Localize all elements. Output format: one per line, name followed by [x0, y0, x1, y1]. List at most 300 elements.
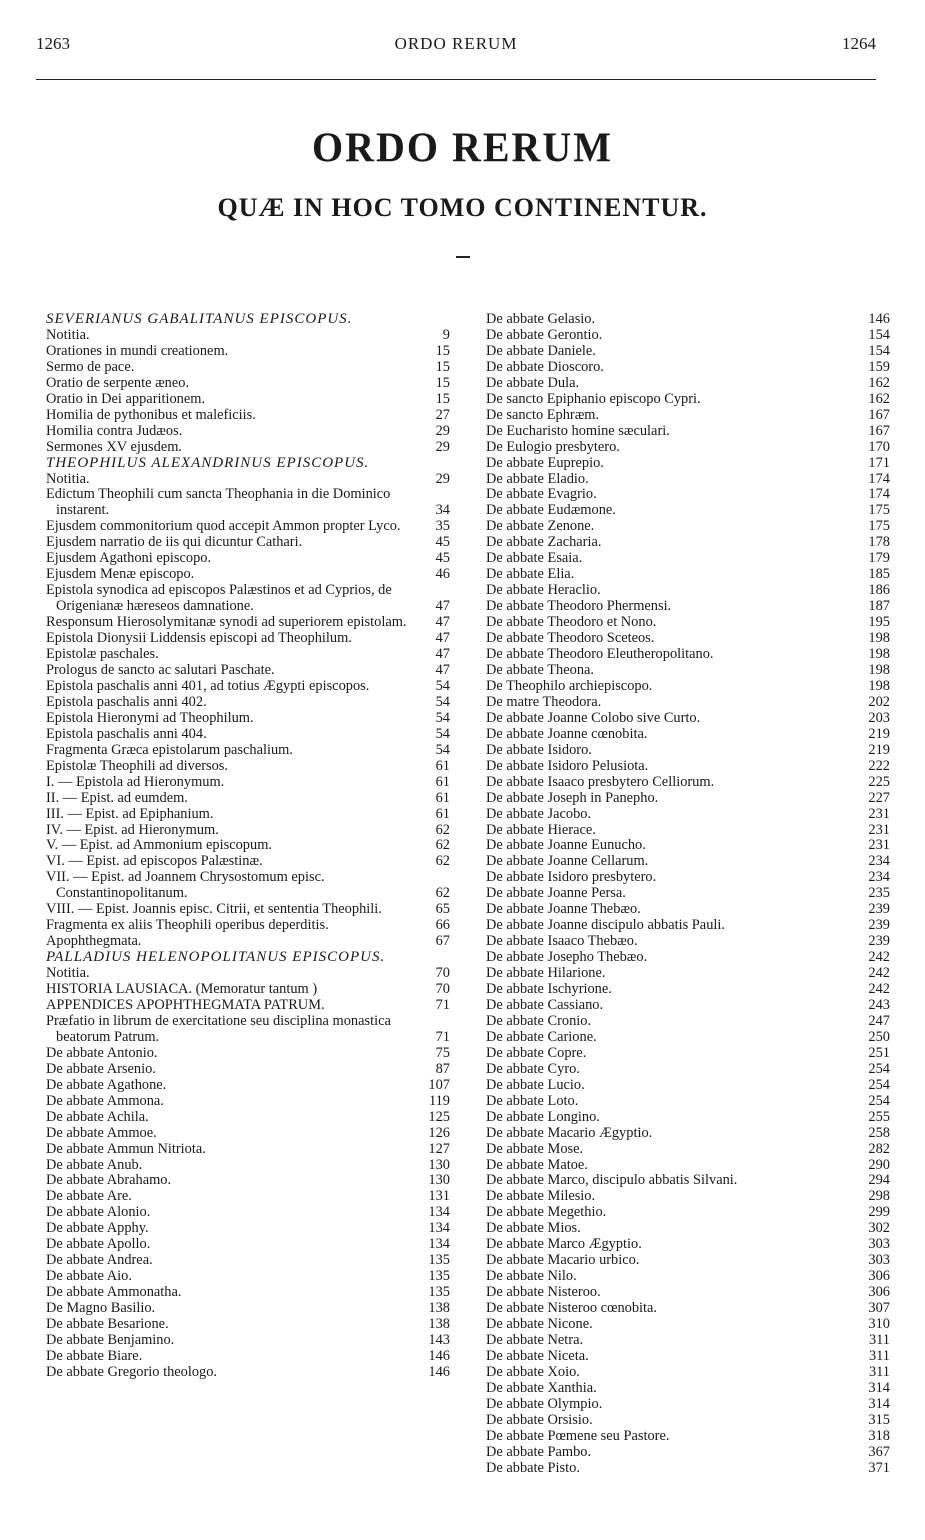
- entry-page-number: 254: [868, 1076, 890, 1093]
- contents-entry: [46, 663, 450, 679]
- entry-page-number: 251: [868, 1044, 890, 1061]
- entry-title: De abbate Alonio.: [46, 1204, 151, 1221]
- entry-title: Oratio de serpente æneo.: [46, 374, 190, 391]
- entry-page-number: 185: [868, 566, 890, 583]
- entry-title: Prologus de sancto ac salutari Paschate.: [46, 661, 275, 678]
- entry-page-number: 29: [435, 422, 450, 439]
- entry-page-number: 130: [428, 1156, 450, 1173]
- contents-entry: [46, 791, 450, 807]
- entry-title: De abbate Aio.: [46, 1268, 132, 1285]
- entry-page-number: 107: [428, 1076, 450, 1093]
- contents-entry: [486, 1126, 890, 1142]
- entry-title: Præfatio in librum de exercitatione seu disciplina monastica beatorum Patrum.: [46, 1012, 391, 1045]
- entry-page-number: 227: [868, 789, 890, 806]
- entry-title: De abbate Longino.: [486, 1108, 600, 1125]
- entry-page-number: 29: [435, 438, 450, 455]
- entry-page-number: 198: [868, 661, 890, 678]
- entry-page-number: 134: [428, 1220, 450, 1237]
- contents-entry: [486, 424, 890, 440]
- entry-title: De abbate Gregorio theologo.: [46, 1363, 218, 1380]
- entry-title: De abbate Isaaco presbytero Celliorum.: [486, 773, 715, 790]
- contents-entry: [486, 1094, 890, 1110]
- entry-title: De abbate Josepho Thebæo.: [486, 949, 648, 966]
- contents-entry: [486, 1397, 890, 1413]
- entry-page-number: 202: [868, 693, 890, 710]
- contents-entry: [486, 408, 890, 424]
- entry-title: De abbate Megethio.: [486, 1204, 607, 1221]
- entry-page-number: 174: [868, 470, 890, 487]
- entry-page-number: 62: [435, 837, 450, 854]
- contents-entry: [46, 472, 450, 488]
- entry-page-number: 294: [868, 1172, 890, 1189]
- entry-title: De abbate Biare.: [46, 1347, 143, 1364]
- contents-entry: [486, 727, 890, 743]
- contents-entry: [486, 1429, 890, 1445]
- entry-page-number: 47: [435, 630, 450, 647]
- entry-title: De abbate Macario urbico.: [486, 1252, 640, 1269]
- entry-page-number: 367: [868, 1443, 890, 1460]
- contents-entry: [46, 1110, 450, 1126]
- contents-entry: [486, 1349, 890, 1365]
- contents-entry: [486, 440, 890, 456]
- entry-title: De abbate Arsenio.: [46, 1060, 156, 1077]
- entry-page-number: 126: [428, 1124, 450, 1141]
- running-title: ORDO RERUM: [394, 34, 518, 53]
- entry-page-number: 242: [868, 981, 890, 998]
- contents-entry: [486, 376, 890, 392]
- entry-title: Homilia contra Judæos.: [46, 422, 183, 439]
- entry-title: De abbate Olympio.: [486, 1395, 603, 1412]
- entry-page-number: 371: [868, 1459, 890, 1476]
- entry-page-number: 290: [868, 1156, 890, 1173]
- entry-page-number: 75: [435, 1044, 450, 1061]
- contents-entry: [486, 1381, 890, 1397]
- entry-title: De abbate Joanne discipulo abbatis Pauli.: [486, 917, 725, 934]
- contents-entry: [46, 440, 450, 456]
- entry-page-number: 254: [868, 1092, 890, 1109]
- contents-entry: [486, 503, 890, 519]
- entry-page-number: 45: [435, 550, 450, 567]
- entry-title: De abbate Agathone.: [46, 1076, 167, 1093]
- contents-entry: [486, 1285, 890, 1301]
- contents-entry: [46, 727, 450, 743]
- contents-entry: [46, 535, 450, 551]
- contents-entry: [486, 615, 890, 631]
- entry-title: Epistola Hieronymi ad Theophilum.: [46, 709, 254, 726]
- entry-title: De abbate Niceta.: [486, 1347, 589, 1364]
- entry-title: De abbate Isaaco Thebæo.: [486, 933, 638, 950]
- contents-entry: [486, 1142, 890, 1158]
- entry-title: De abbate Dula.: [486, 374, 580, 391]
- entry-page-number: 71: [435, 1028, 450, 1045]
- entry-page-number: 171: [868, 454, 890, 471]
- entry-page-number: 29: [435, 470, 450, 487]
- entry-page-number: 27: [435, 406, 450, 423]
- entry-page-number: 62: [435, 885, 450, 902]
- contents-entry: [486, 1333, 890, 1349]
- entry-title: De abbate Netra.: [486, 1332, 584, 1348]
- contents-entry: [46, 519, 450, 535]
- contents-entry: [486, 392, 890, 408]
- contents-entry: [486, 1205, 890, 1221]
- entry-title: Notitia.: [46, 326, 90, 343]
- contents-entry: [486, 328, 890, 344]
- contents-entry: [486, 647, 890, 663]
- entry-title: De abbate Euprepio.: [486, 454, 604, 471]
- contents-entry: [46, 615, 450, 631]
- entry-page-number: 47: [435, 646, 450, 663]
- entry-title: De abbate Theodoro Sceteos.: [486, 630, 655, 647]
- entry-title: HISTORIA LAUSIACA. (Memoratur tantum ): [46, 981, 318, 998]
- entry-title: De Theophilo archiepiscopo.: [486, 677, 653, 694]
- contents-entry: [486, 535, 890, 551]
- entry-page-number: 314: [868, 1379, 890, 1396]
- entry-page-number: 307: [868, 1300, 890, 1317]
- contents-entry: [486, 902, 890, 918]
- entry-title: Oratio in Dei apparitionem.: [46, 390, 206, 407]
- contents-entry: [46, 998, 450, 1014]
- entry-title: De abbate Ammona.: [46, 1092, 164, 1109]
- entry-page-number: 306: [868, 1284, 890, 1301]
- entry-page-number: 87: [435, 1060, 450, 1077]
- entry-page-number: 131: [428, 1188, 450, 1205]
- contents-entry: [486, 1461, 890, 1477]
- entry-page-number: 186: [868, 582, 890, 599]
- entry-title: De abbate Theona.: [486, 661, 595, 678]
- entry-page-number: 134: [428, 1236, 450, 1253]
- entry-title: De abbate Joanne Eunucho.: [486, 837, 646, 854]
- contents-entry: [46, 1126, 450, 1142]
- entry-page-number: 231: [868, 805, 890, 822]
- contents-entry: [486, 823, 890, 839]
- entry-page-number: 225: [868, 773, 890, 790]
- contents-entry: [486, 1269, 890, 1285]
- contents-entry: [46, 838, 450, 854]
- entry-page-number: 178: [868, 534, 890, 551]
- entry-title: Ejusdem narratio de iis qui dicuntur Cathari.: [46, 534, 303, 551]
- contents-entry: [46, 902, 450, 918]
- entry-page-number: 175: [868, 502, 890, 519]
- contents-entry: [486, 791, 890, 807]
- contents-entry: [486, 519, 890, 535]
- entry-page-number: 311: [868, 1332, 890, 1348]
- contents-entry: [486, 1046, 890, 1062]
- entry-page-number: 146: [868, 311, 890, 327]
- entry-page-number: 66: [435, 917, 450, 934]
- entry-page-number: 179: [868, 550, 890, 567]
- entry-page-number: 146: [428, 1347, 450, 1364]
- entry-page-number: 54: [435, 725, 450, 742]
- contents-entry: [486, 1173, 890, 1189]
- contents-entry: [46, 1062, 450, 1078]
- entry-title: De abbate Are.: [46, 1188, 132, 1205]
- entry-page-number: 174: [868, 486, 890, 503]
- entry-page-number: 234: [868, 869, 890, 886]
- contents-entry: [486, 1301, 890, 1317]
- contents-entry: [46, 743, 450, 759]
- section-heading: [46, 312, 450, 328]
- entry-page-number: 35: [435, 518, 450, 535]
- entry-title: APPENDICES APOPHTHEGMATA PATRUM.: [46, 996, 325, 1013]
- entry-title: De abbate Xanthia.: [486, 1379, 597, 1396]
- entry-title: Notitia.: [46, 470, 90, 487]
- section-heading: [46, 950, 450, 966]
- entry-title: De abbate Hilarione.: [486, 965, 606, 982]
- entry-page-number: 299: [868, 1204, 890, 1221]
- entry-page-number: 235: [868, 885, 890, 902]
- entry-title: De abbate Isidoro.: [486, 741, 592, 758]
- entry-title: De abbate Isidoro presbytero.: [486, 869, 657, 886]
- entry-title: De abbate Zenone.: [486, 518, 595, 535]
- contents-entry: [46, 1253, 450, 1269]
- contents-entry: [46, 567, 450, 583]
- contents-entry: [46, 1046, 450, 1062]
- entry-title: De abbate Besarione.: [46, 1316, 169, 1333]
- entry-page-number: 138: [428, 1316, 450, 1333]
- entry-page-number: 198: [868, 630, 890, 647]
- entry-title: De abbate Apollo.: [46, 1236, 151, 1253]
- contents-entry: [486, 344, 890, 360]
- entry-title: Apophthegmata.: [46, 933, 142, 950]
- entry-title: Epistolæ paschales.: [46, 646, 159, 663]
- entry-title: De abbate Pœmene seu Pastore.: [486, 1427, 670, 1444]
- entry-page-number: 15: [435, 358, 450, 375]
- entry-title: IV. — Epist. ad Hieronymum.: [46, 821, 219, 838]
- contents-entry: [46, 408, 450, 424]
- contents-entry: [486, 312, 890, 328]
- entry-page-number: 70: [435, 981, 450, 998]
- contents-entry: [486, 663, 890, 679]
- entry-title: De abbate Heraclio.: [486, 582, 601, 599]
- entry-title: De abbate Abrahamo.: [46, 1172, 172, 1189]
- contents-entry: [486, 886, 890, 902]
- entry-title: Epistola Dionysii Liddensis episcopi ad Theophilum.: [46, 630, 352, 647]
- entry-title: De matre Theodora.: [486, 693, 602, 710]
- entry-title: Responsum Hierosolymitanæ synodi ad superiorem epistolam.: [46, 614, 407, 631]
- entry-page-number: 187: [868, 598, 890, 615]
- contents-entry: [46, 1317, 450, 1333]
- contents-entry: [46, 392, 450, 408]
- entry-page-number: 134: [428, 1204, 450, 1221]
- contents-entry: [486, 1078, 890, 1094]
- contents-entry: [46, 918, 450, 934]
- page-subtitle: QUÆ IN HOC TOMO CONTINENTUR.: [217, 193, 708, 222]
- page-title: ORDO RERUM: [311, 123, 614, 172]
- entry-title: De abbate Marco, discipulo abbatis Silvani.: [486, 1172, 738, 1189]
- entry-page-number: 234: [868, 853, 890, 870]
- contents-entry: [486, 998, 890, 1014]
- contents-entry: [486, 567, 890, 583]
- contents-entry: [46, 344, 450, 360]
- entry-title: Epistola synodica ad episcopos Palæstinos et ad Cyprios, de Origenianæ hæreseos damnatione.: [46, 582, 392, 615]
- entry-title: De abbate Carione.: [486, 1028, 597, 1045]
- entry-title: Epistolæ Theophili ad diversos.: [46, 757, 229, 774]
- entry-page-number: 47: [435, 614, 450, 631]
- entry-page-number: 203: [868, 709, 890, 726]
- entry-page-number: 47: [435, 661, 450, 678]
- contents-entry: [486, 966, 890, 982]
- entry-title: Notitia.: [46, 965, 90, 982]
- entry-page-number: 119: [428, 1092, 450, 1109]
- contents-entry: [486, 711, 890, 727]
- entry-page-number: 167: [868, 406, 890, 423]
- entry-title: De Eulogio presbytero.: [486, 438, 620, 455]
- entry-page-number: 242: [868, 949, 890, 966]
- entry-title: De abbate Jacobo.: [486, 805, 592, 822]
- entry-page-number: 255: [868, 1108, 890, 1125]
- entry-title: De abbate Achila.: [46, 1108, 149, 1125]
- contents-entry: [486, 599, 890, 615]
- entry-title: Ejusdem Agathoni episcopo.: [46, 550, 212, 567]
- entry-title: Ejusdem commonitorium quod accepit Ammon propter Lyco.: [46, 518, 401, 535]
- entry-page-number: 15: [435, 390, 450, 407]
- entry-title: De abbate Cronio.: [486, 1012, 592, 1029]
- entry-title: De abbate Theodoro Eleutheropolitano.: [486, 646, 714, 663]
- contents-entry: [46, 1014, 450, 1046]
- contents-entry: [46, 1365, 450, 1381]
- contents-entry: [46, 1158, 450, 1174]
- contents-entry: [46, 631, 450, 647]
- entry-title: De abbate Nicone.: [486, 1316, 593, 1333]
- running-header: [36, 34, 876, 58]
- entry-page-number: 62: [435, 853, 450, 870]
- contents-entry: [486, 1189, 890, 1205]
- entry-title: De abbate Eladio.: [486, 470, 589, 487]
- entry-page-number: 65: [435, 901, 450, 918]
- entry-page-number: 143: [428, 1332, 450, 1348]
- contents-entry: [46, 376, 450, 392]
- entry-title: De abbate Xoio.: [486, 1363, 580, 1380]
- entry-title: III. — Epist. ad Epiphanium.: [46, 805, 214, 822]
- contents-entry: [46, 1173, 450, 1189]
- entry-page-number: 67: [435, 933, 450, 950]
- entry-page-number: 198: [868, 677, 890, 694]
- contents-entry: [46, 679, 450, 695]
- entry-title: De abbate Pambo.: [486, 1443, 592, 1460]
- contents-entry: [486, 838, 890, 854]
- contents-entry: [46, 1237, 450, 1253]
- entry-page-number: 54: [435, 709, 450, 726]
- entry-page-number: 70: [435, 965, 450, 982]
- entry-page-number: 170: [868, 438, 890, 455]
- entry-page-number: 54: [435, 693, 450, 710]
- entry-title: De abbate Loto.: [486, 1092, 579, 1109]
- contents-entry: [46, 1094, 450, 1110]
- entry-page-number: 62: [435, 821, 450, 838]
- entry-page-number: 282: [868, 1140, 890, 1157]
- contents-entry: [46, 360, 450, 376]
- entry-page-number: 219: [868, 725, 890, 742]
- entry-page-number: 242: [868, 965, 890, 982]
- section-heading-text: SEVERIANUS GABALITANUS EPISCOPUS.: [46, 311, 353, 327]
- entry-page-number: 45: [435, 534, 450, 551]
- entry-title: De abbate Isidoro Pelusiota.: [486, 757, 649, 774]
- entry-page-number: 167: [868, 422, 890, 439]
- entry-page-number: 162: [868, 390, 890, 407]
- contents-entry: [46, 934, 450, 950]
- entry-title: De abbate Elia.: [486, 566, 575, 583]
- entry-page-number: 250: [868, 1028, 890, 1045]
- entry-title: De abbate Orsisio.: [486, 1411, 593, 1428]
- entry-title: De abbate Matoe.: [486, 1156, 588, 1173]
- contents-column-left: [46, 312, 450, 1381]
- header-rule: [36, 79, 876, 80]
- entry-title: De abbate Joanne Persa.: [486, 885, 626, 902]
- contents-entry: [486, 1030, 890, 1046]
- entry-title: De abbate Cassiano.: [486, 996, 604, 1013]
- section-heading-text: THEOPHILUS ALEXANDRINUS EPISCOPUS.: [46, 454, 370, 471]
- entry-title: De abbate Marco Ægyptio.: [486, 1236, 642, 1253]
- entry-title: Ejusdem Menæ episcopo.: [46, 566, 195, 583]
- entry-page-number: 130: [428, 1172, 450, 1189]
- contents-entry: [46, 695, 450, 711]
- entry-title: De abbate Copre.: [486, 1044, 587, 1061]
- entry-page-number: 239: [868, 917, 890, 934]
- entry-page-number: 303: [868, 1236, 890, 1253]
- entry-page-number: 231: [868, 837, 890, 854]
- contents-entry: [486, 743, 890, 759]
- contents-entry: [486, 1237, 890, 1253]
- entry-page-number: 154: [868, 326, 890, 343]
- entry-title: De abbate Macario Ægyptio.: [486, 1124, 653, 1141]
- contents-entry: [486, 775, 890, 791]
- entry-page-number: 54: [435, 741, 450, 758]
- entry-page-number: 15: [435, 374, 450, 391]
- entry-title: De abbate Theodoro Phermensi.: [486, 598, 672, 615]
- entry-title: Sermo de pace.: [46, 358, 135, 375]
- entry-page-number: 247: [868, 1012, 890, 1029]
- entry-title: De abbate Apphy.: [46, 1220, 149, 1237]
- entry-title: De abbate Dioscoro.: [486, 358, 604, 375]
- contents-entry: [46, 854, 450, 870]
- entry-page-number: 311: [868, 1363, 890, 1380]
- entry-page-number: 135: [428, 1252, 450, 1269]
- contents-entry: [486, 631, 890, 647]
- contents-entry: [486, 982, 890, 998]
- contents-entry: [486, 918, 890, 934]
- entry-page-number: 146: [428, 1363, 450, 1380]
- entry-title: De abbate Evagrio.: [486, 486, 597, 503]
- entry-page-number: 162: [868, 374, 890, 391]
- contents-entry: [486, 1110, 890, 1126]
- entry-title: Homilia de pythonibus et maleficiis.: [46, 406, 256, 423]
- entry-page-number: 318: [868, 1427, 890, 1444]
- page-number-right: 1264: [842, 34, 876, 53]
- contents-entry: [46, 966, 450, 982]
- entry-page-number: 138: [428, 1300, 450, 1317]
- contents-entry: [486, 1062, 890, 1078]
- entry-page-number: 175: [868, 518, 890, 535]
- entry-page-number: 219: [868, 741, 890, 758]
- entry-title: De abbate Anub.: [46, 1156, 143, 1173]
- entry-page-number: 9: [442, 326, 450, 343]
- entry-title: Sermones XV ejusdem.: [46, 438, 183, 455]
- entry-title: De Magno Basilio.: [46, 1300, 156, 1317]
- entry-page-number: 47: [435, 598, 450, 615]
- entry-title: I. — Epistola ad Hieronymum.: [46, 773, 225, 790]
- contents-entry: [46, 759, 450, 775]
- contents-entry: [46, 711, 450, 727]
- entry-title: De abbate Joanne Thebæo.: [486, 901, 641, 918]
- contents-entry: [486, 854, 890, 870]
- contents-entry: [486, 679, 890, 695]
- entry-page-number: 314: [868, 1395, 890, 1412]
- contents-entry: [486, 1365, 890, 1381]
- entry-page-number: 306: [868, 1268, 890, 1285]
- contents-entry: [486, 360, 890, 376]
- entry-page-number: 61: [435, 789, 450, 806]
- entry-title: De abbate Daniele.: [486, 342, 596, 359]
